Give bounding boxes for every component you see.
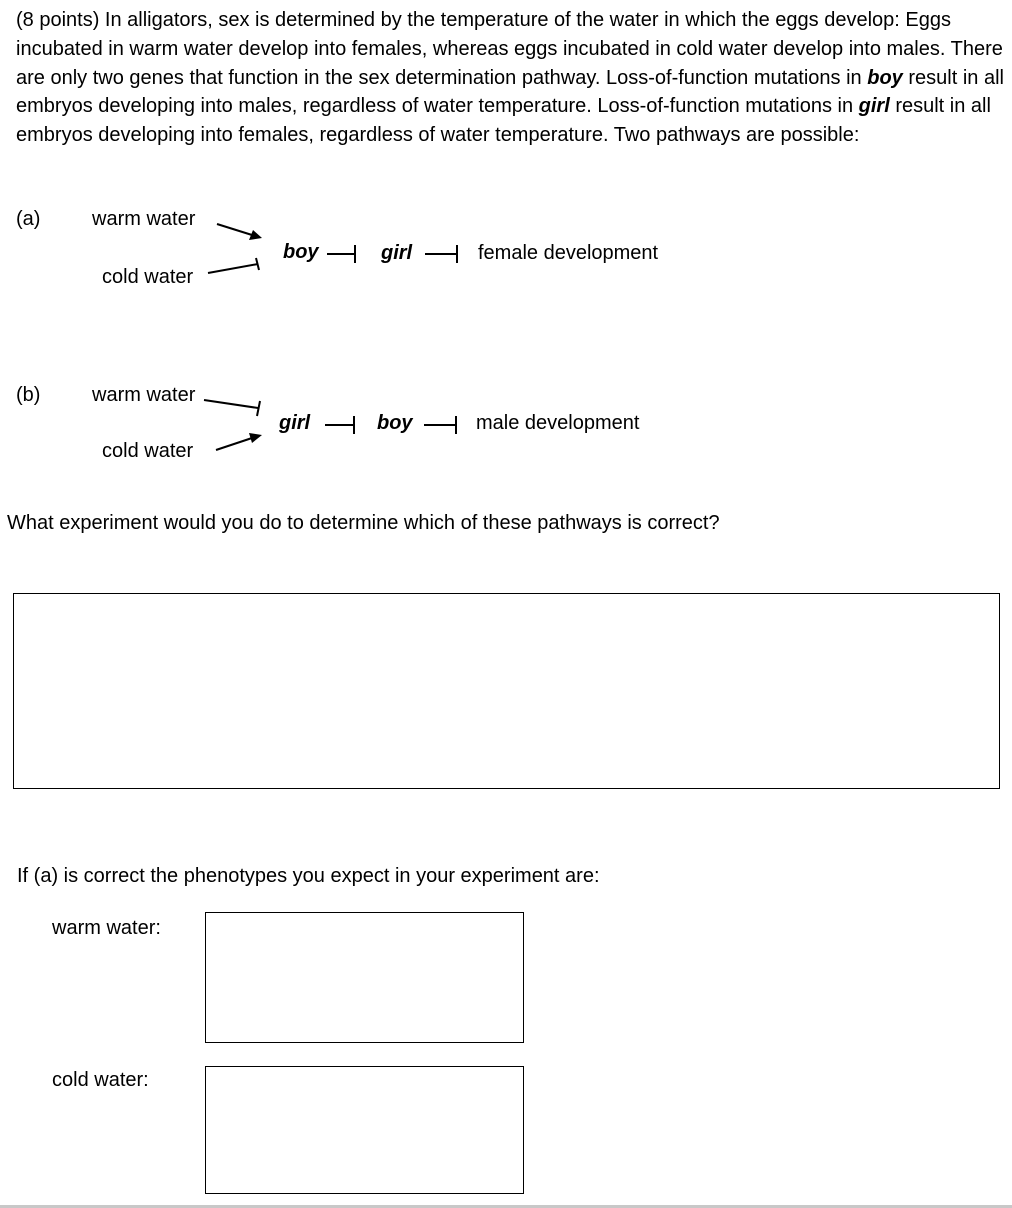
pathway-a-cold-label: cold water: [102, 266, 194, 288]
cold-water-answer-box[interactable]: [205, 1066, 524, 1194]
pathway-b-outcome: male development: [476, 412, 640, 434]
pathway-b-warm-label: warm water: [92, 384, 196, 406]
pathway-a-gene-boy: boy: [283, 241, 319, 263]
warm-water-label: warm water:: [52, 917, 161, 939]
pathway-a-cold-inhibit-bar: [256, 258, 259, 270]
pathway-a-warm-label: warm water: [92, 208, 196, 230]
pathway-a-warm-arrow-line: [217, 224, 252, 235]
pathway-a-gene-girl: girl: [381, 242, 413, 264]
pathway-a-outcome: female development: [478, 242, 659, 264]
experiment-question: What experiment would you do to determine which of these pathways is correct?: [7, 512, 720, 534]
intro-part-2: result in all embryos developing into males, regardless of water temperature. Loss-of-function mutations in: [16, 66, 1004, 118]
intro-part-1: In alligators, sex is determined by the temperature of the water in which the eggs develop: Eggs incubated in warm water develop into females, whereas eggs incubated in cold water develop into males. There are only two genes that function in the sex determination pathway. Loss-of-function mutations in: [16, 9, 1003, 89]
intro-part-3: result in all embryos developing into females, regardless of water temperature. Two pathways are possible:: [16, 95, 991, 147]
question-points: (8 points): [16, 9, 100, 31]
gene-girl-text: girl: [858, 95, 890, 118]
pathway-b-label: (b): [16, 384, 41, 406]
question-intro: [16, 6, 1006, 150]
pathway-a-label: (a): [16, 208, 41, 230]
pathway-b-warm-inhibit-bar: [257, 401, 260, 416]
pathway-b-cold-label: cold water: [102, 440, 194, 462]
cold-water-label: cold water:: [52, 1069, 149, 1091]
gene-boy-text: boy: [867, 66, 903, 89]
experiment-answer-box[interactable]: [13, 593, 1000, 789]
pathway-b-cold-arrow-line: [216, 438, 252, 450]
pathway-a-cold-inhibit-line: [208, 264, 258, 273]
pathway-b-cold-arrowhead: [249, 433, 262, 443]
pathway-a-warm-arrowhead: [249, 230, 262, 240]
phenotype-question: If (a) is correct the phenotypes you expect in your experiment are:: [17, 865, 600, 887]
pathway-b-gene-girl: girl: [279, 412, 311, 434]
pathway-b-gene-boy: boy: [377, 412, 413, 434]
pathway-b-warm-inhibit-line: [204, 400, 258, 408]
warm-water-answer-box[interactable]: [205, 912, 524, 1043]
